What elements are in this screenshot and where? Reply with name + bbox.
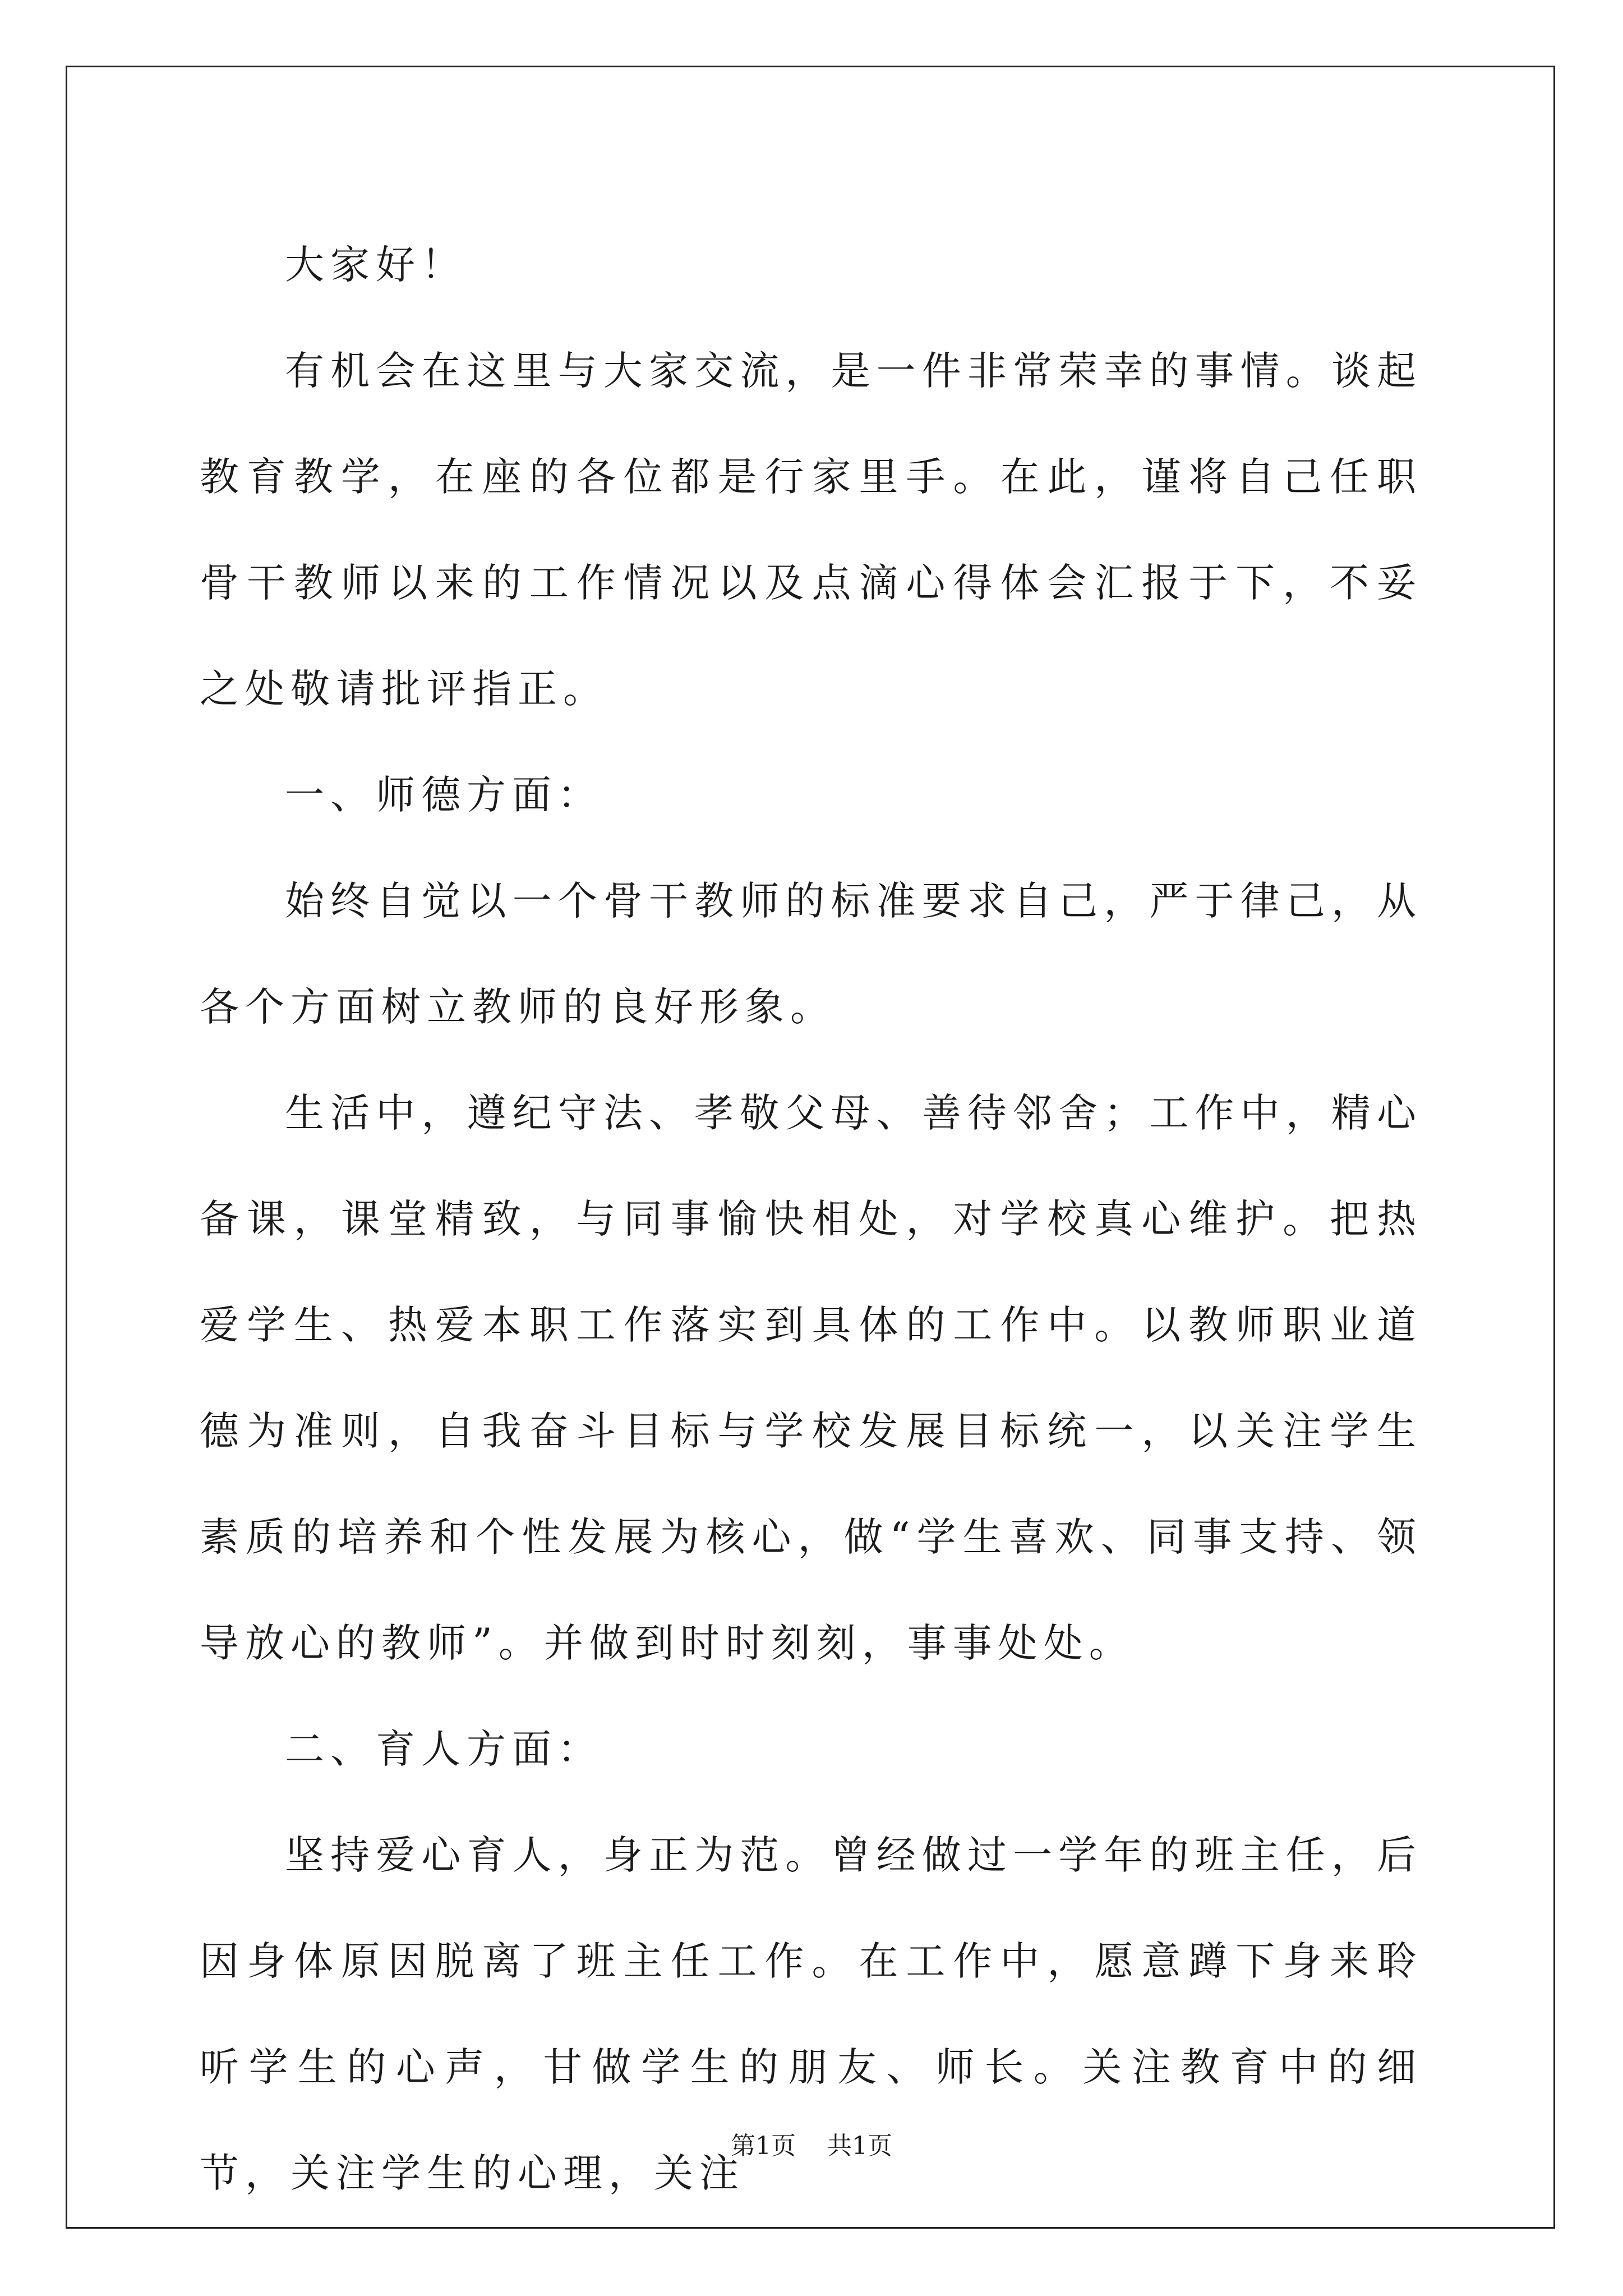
page-number-total: 共1页 — [827, 2132, 892, 2160]
section-heading-ethics: 一、师德方面： — [285, 772, 603, 818]
intro-paragraph: 有机会在这里与大家交流，是一件非常荣幸的事情。谈起教育教学，在座的各位都是行家里手。在此，谨将自己任职骨干教师以来的工作情况以及点滴心得体会汇报于下，不妥之处敬请批评指正。 — [200, 348, 1422, 712]
document-body — [200, 212, 1422, 2226]
education-paragraph: 坚持爱心育人，身正为范。曾经做过一学年的班主任，后因身体原因脱离了班主任工作。在工作中，愿意蹲下身来聆听学生的心声，甘做学生的朋友、师长。关注教育中的细节，关注学生的心理，关注 — [200, 1832, 1422, 2196]
section-heading-education: 二、育人方面： — [285, 1726, 603, 1772]
ethics-paragraph-1: 始终自觉以一个骨干教师的标准要求自己，严于律己，从各个方面树立教师的良好形象。 — [200, 878, 1422, 1030]
ethics-paragraph-2: 生活中，遵纪守法、孝敬父母、善待邻舍；工作中，精心备课，课堂精致，与同事愉快相处，对学校真心维护。把热爱学生、热爱本职工作落实到具体的工作中。以教师职业道德为准则，自我奋斗目标与学校发展目标统一，以关注学生素质的培养和个性发展为核心，做“学生喜欢、同事支持、领导放心的教师”。并做到时时刻刻，事事处处。 — [200, 1090, 1422, 1666]
page-footer — [0, 2129, 1623, 2163]
greeting-paragraph: 大家好！ — [285, 242, 467, 288]
page-number-current: 第1页 — [731, 2132, 796, 2160]
